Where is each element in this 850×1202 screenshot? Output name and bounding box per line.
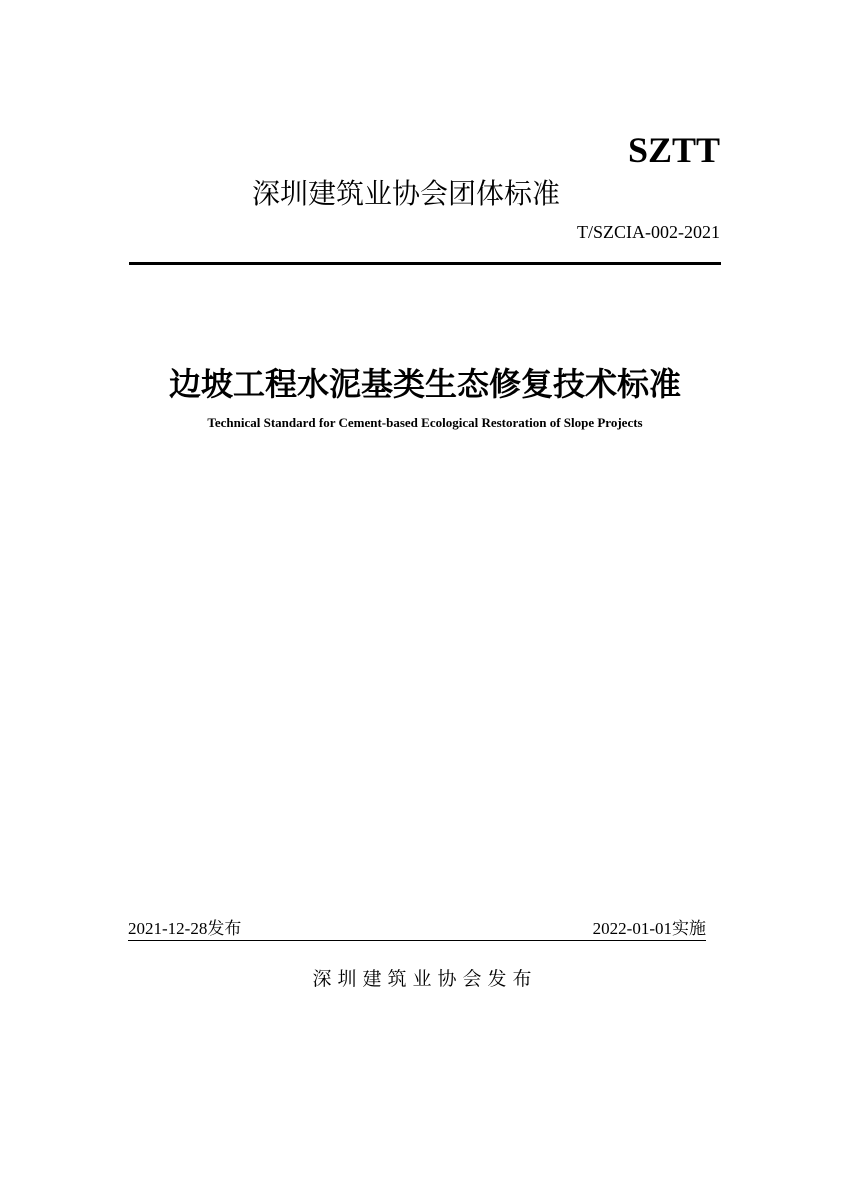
dates-line <box>128 918 706 941</box>
standard-number: T/SZCIA-002-2021 <box>577 222 720 242</box>
implementation-date-block <box>593 918 706 940</box>
implementation-label: 实施 <box>672 919 706 939</box>
issue-label: 发布 <box>207 919 242 939</box>
header-divider <box>129 262 721 265</box>
issue-date-block <box>128 918 241 940</box>
document-title-english: Technical Standard for Cement-based Ecological Restoration of Slope Projects <box>207 415 643 430</box>
publisher: 深圳建筑业协会发布 <box>312 968 538 990</box>
issue-date: 2021-12-28 <box>128 919 208 938</box>
organization-standard-title: 深圳建筑业协会团体标准 <box>252 177 561 210</box>
standard-code: SZTT <box>627 130 720 170</box>
implementation-date: 2022-01-01 <box>592 919 672 938</box>
document-title-chinese: 边坡工程水泥基类生态修复技术标准 <box>168 365 681 403</box>
